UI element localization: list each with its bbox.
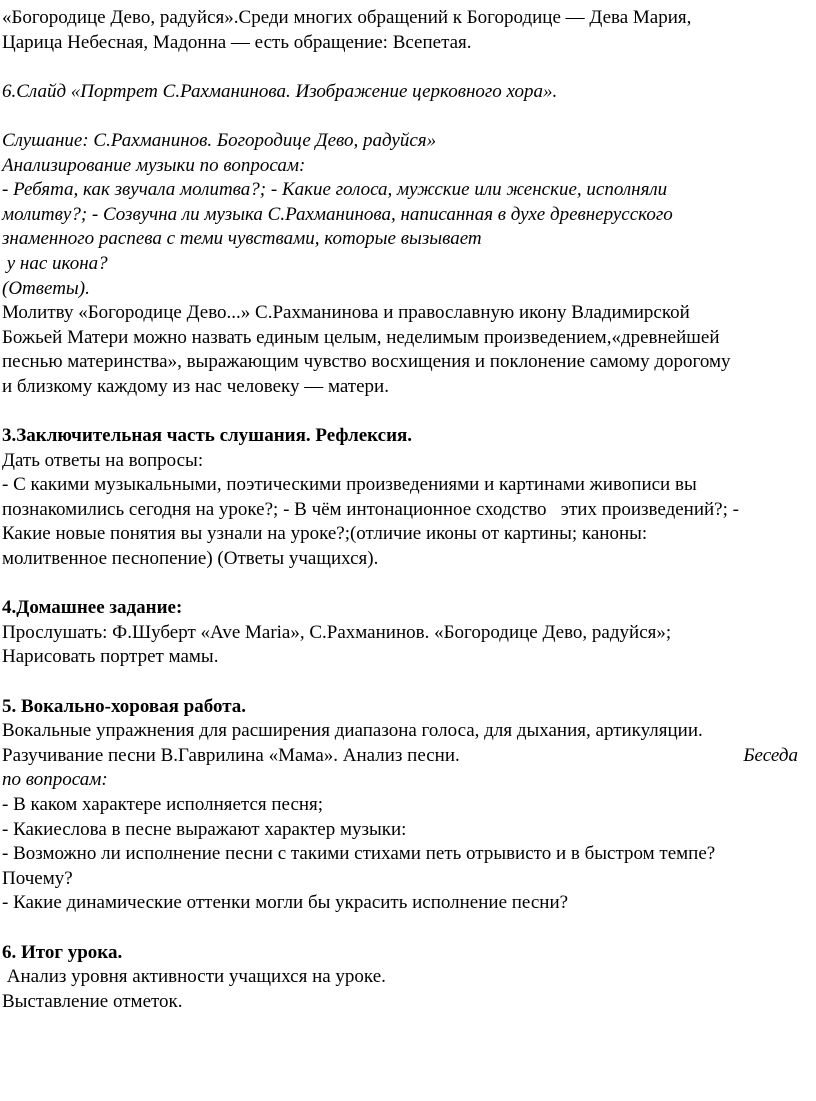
section-5-line: по вопросам: xyxy=(2,769,108,791)
section-3-line: познакомились сегодня на уроке?; - В чём интонационное сходство этих произведений?; - xyxy=(2,498,739,520)
section-3-line: молитвенное песнопение) (Ответы учащихся). xyxy=(2,548,379,570)
section-5-line: - Какие динамические оттенки могли бы украсить исполнение песни? xyxy=(2,892,569,914)
listening-line: (Ответы). xyxy=(2,277,90,299)
listening-line: у нас икона? xyxy=(2,252,108,274)
listening-line: молитву?; - Созвучна ли музыка С.Рахманинова, написанная в духе древнерусского xyxy=(2,203,673,225)
listening-line: - Ребята, как звучала молитва?; - Какие голоса, мужские или женские, исполняли xyxy=(2,179,668,201)
blank-line xyxy=(2,572,802,597)
listening-line: Анализирование музыки по вопросам: xyxy=(2,154,306,176)
section-3 xyxy=(2,424,802,572)
section-5-heading: 5. Вокально-хоровая работа. xyxy=(2,695,247,717)
slide-6-title: 6.Слайд «Портрет С.Рахманинова. Изображение церковного хора». xyxy=(2,80,558,102)
section-3-heading: 3.Заключительная часть слушания. Рефлексия. xyxy=(2,425,413,447)
section-5-line-left: Разучивание песни В.Гаврилина «Мама». Анализ песни. xyxy=(2,744,460,766)
section-5-line: Почему? xyxy=(2,867,73,889)
section-6-heading: 6. Итог урока. xyxy=(2,941,123,963)
conclusion-line: песнью материнства», выражающим чувство восхищения и поклонение самому дорогому xyxy=(2,351,731,373)
intro-line: «Богородице Дево, радуйся».Среди многих обращений к Богородице — Дева Мария, xyxy=(2,7,692,28)
section-4-line: Нарисовать портрет мамы. xyxy=(2,646,219,668)
blank-line xyxy=(2,55,802,80)
section-6-line: Анализ уровня активности учащихся на уроке. xyxy=(2,966,386,988)
section-4-heading: 4.Домашнее задание: xyxy=(2,597,183,619)
blank-line xyxy=(2,400,802,425)
section-5-line: - Возможно ли исполнение песни с такими стихами петь отрывисто и в быстром темпе? xyxy=(2,843,716,865)
intro-paragraph xyxy=(2,6,802,55)
conclusion-paragraph xyxy=(2,301,802,399)
listening-line: знаменного распева с теми чувствами, которые вызывает xyxy=(2,228,482,250)
section-4 xyxy=(2,596,802,670)
section-4-line: Прослушать: Ф.Шуберт «Ave Maria», С.Рахманинов. «Богородице Дево, радуйся»; xyxy=(2,621,672,643)
listening-block xyxy=(2,129,802,301)
section-5-line: - В каком характере исполняется песня; xyxy=(2,794,324,815)
section-5 xyxy=(2,695,802,916)
conclusion-line: Молитву «Богородице Дево...» С.Рахманинова и православную икону Владимирской xyxy=(2,302,690,324)
conclusion-line: и близкому каждому из нас человеку — матери. xyxy=(2,375,389,397)
section-3-line: Какие новые понятия вы узнали на уроке?;(отличие иконы от картины; каноны: xyxy=(2,523,648,545)
blank-line xyxy=(2,670,802,695)
section-3-line: Дать ответы на вопросы: xyxy=(2,449,204,471)
intro-line: Царица Небесная, Мадонна — есть обращение: Всепетая. xyxy=(2,31,472,53)
listening-line: Слушание: С.Рахманинов. Богородице Дево, радуйся» xyxy=(2,129,437,151)
blank-line xyxy=(2,104,802,129)
blank-line xyxy=(2,916,802,941)
section-6 xyxy=(2,941,802,1015)
section-5-line: Вокальные упражнения для расширения диапазона голоса, для дыхания, артикуляции. xyxy=(2,720,703,742)
section-5-line xyxy=(2,744,802,769)
section-3-line: - С какими музыкальными, поэтическими произведениями и картинами живописи вы xyxy=(2,474,697,496)
section-5-line: - Какиеслова в песне выражают характер музыки: xyxy=(2,818,407,840)
conclusion-line: Божьей Матери можно назвать единым целым, неделимым произведением,«древнейшей xyxy=(2,326,720,348)
section-5-line-right: Беседа xyxy=(743,744,798,766)
section-6-line: Выставление отметок. xyxy=(2,990,183,1012)
